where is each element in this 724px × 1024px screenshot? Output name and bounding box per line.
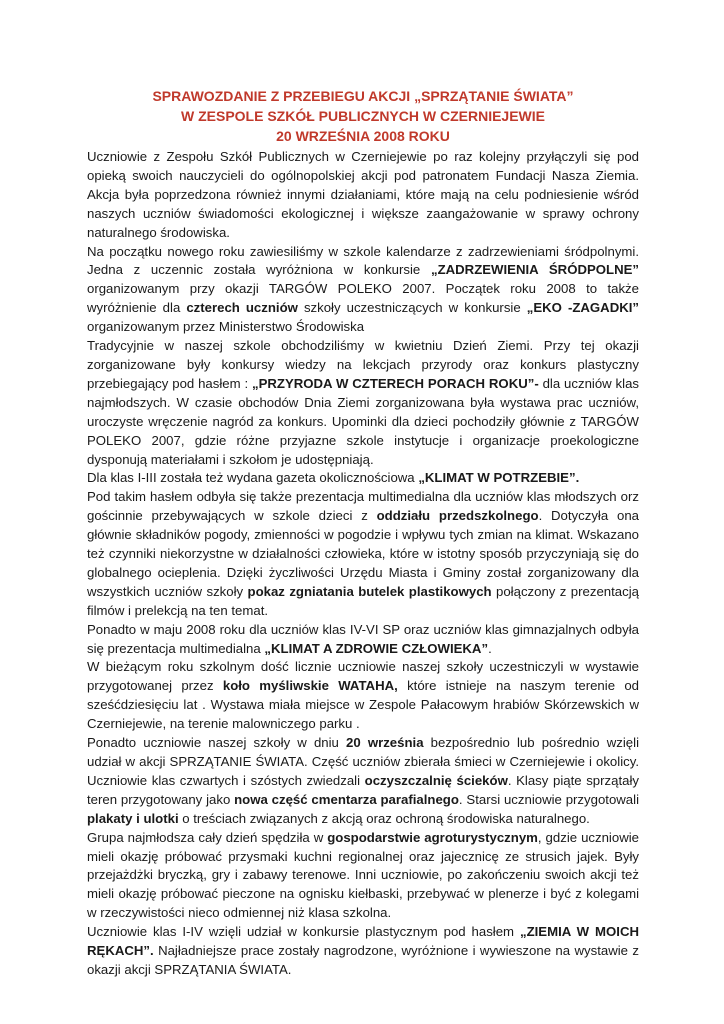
bold-text: „PRZYRODA W CZTERECH PORACH ROKU”- xyxy=(251,375,539,391)
paragraph xyxy=(87,829,639,924)
title-line-1: SPRAWOZDANIE Z PRZEBIEGU AKCJI „SPRZĄTANIE ŚWIATA” xyxy=(152,88,574,104)
text-run: Ponadto uczniowie naszej szkoły w dniu xyxy=(87,735,347,751)
paragraph xyxy=(87,469,639,488)
text-run: Uczniowie klas I-IV wzięli udział w konkursie plastycznym pod hasłem xyxy=(87,924,520,940)
text-run: . Starsi uczniowie przygotowali xyxy=(458,791,640,807)
title-line-2: W ZESPOLE SZKÓŁ PUBLICZNYCH W CZERNIEJEWIE xyxy=(180,108,545,124)
bold-text: oczyszczalnię ścieków xyxy=(364,772,508,788)
text-run: Grupa najmłodsza cały dzień spędziła w xyxy=(87,829,328,845)
text-run: . Klasy piąte sprzątały teren przygotowany jako xyxy=(87,772,639,807)
paragraph xyxy=(87,923,639,980)
report-body xyxy=(87,148,639,980)
bold-text: „ZIEMIA W MOICH RĘKACH”. xyxy=(87,924,639,959)
report-title xyxy=(87,86,639,146)
bold-text: pokaz zgniatania butelek plastikowych xyxy=(247,583,492,599)
text-run: W bieżącym roku szkolnym dość licznie uczniowie naszej szkoły uczestniczyli w wystawie przygotowanej przez xyxy=(87,659,639,694)
text-run: , gdzie uczniowie mieli okazję próbować przysmaki kuchni regionalnej oraz jajecznicę ze strusich jajek. Były przejażdżki bryczką, gry i zabawy terenowe. Inni uczniowie, po zakończeniu swoich akcji też mieli okazję próbować pieczone na ognisku kiełbaski, przebywać w plenerze i być z kolegami w rzeczywistości nieco odmiennej niż klasa szkolna. xyxy=(87,829,639,921)
text-run: organizowanym przez Ministerstwo Środowiska xyxy=(87,319,365,335)
text-run: Tradycyjnie w naszej szkole obchodziliśmy w kwietniu Dzień Ziemi. Przy tej okazji zorganizowane były konkursy wiedzy na lekcjach przyrody oraz konkurs plastyczny przebiegający pod hasłem : xyxy=(87,338,639,391)
bold-text: „ZADRZEWIENIA ŚRÓDPOLNE” xyxy=(430,262,639,278)
text-run: Na początku nowego roku zawiesiliśmy w szkole kalendarze z zadrzewieniami śródpolnymi. Jedna z uczennic została wyróżniona w konkursie xyxy=(87,243,639,278)
text-run: które istnieje na naszym terenie od sześćdziesięciu lat . Wystawa miała miejsce w Zespole Pałacowym hrabiów Skórzewskich w Czerniejewie, na terenie malowniczego parku . xyxy=(87,678,639,732)
text-run: Dla klas I-III została też wydana gazeta okolicznościowa xyxy=(87,470,419,486)
text-run: szkoły uczestniczących w konkursie xyxy=(297,300,527,316)
bold-text: „KLIMAT A ZDROWIE CZŁOWIEKA” xyxy=(264,640,489,656)
text-run: . Dotyczyła ona głównie składników pogody, zmienności w pogodzie i wpływu tych zmian na klimat. Wskazano też czynniki niekorzystne w działalności człowieka, które w istotny sposób przyczyniają się do globalnego ocieplenia. Dzięki życzliwości Urzędu Miasta i Gminy został zorganizowany dla wszystkich uczniów szkoły xyxy=(87,508,640,599)
bold-text: koło myśliwskie WATAHA, xyxy=(222,678,398,694)
bold-text: nowa część cmentarza parafialnego xyxy=(234,791,459,807)
paragraph xyxy=(87,621,639,659)
bold-text: czterech uczniów xyxy=(186,300,298,316)
text-run: dla uczniów klas najmłodszych. W czasie obchodów Dnia Ziemi zorganizowana była wystawa prac uczniów, uroczyste wręczenie nagród za konkurs. Upominki dla dzieci pochodziły głównie z TARGÓW POLEKO 2007, gdzie różne przyjazne szkole instytucje i organizacje proekologiczne dysponują materiałami i szkołom je udostępniają. xyxy=(87,375,639,467)
bold-text: 20 września xyxy=(346,735,424,751)
bold-text: gospodarstwie agroturystycznym xyxy=(327,829,538,845)
text-run: Pod takim hasłem odbyła się także prezentacja multimedialna dla uczniów klas młodszych orz gościnnie przebywających w szkole dzieci z xyxy=(87,489,639,524)
text-run: bezpośrednio lub pośrednio wzięli udział w akcji SPRZĄTANIE ŚWIATA. Część uczniów zbierała śmieci w Czerniejewie i okolicy. Uczniowie klas czwartych i szóstych zwiedzali xyxy=(87,735,639,788)
text-run: o treściach związanych z akcją oraz ochroną środowiska naturalnego. xyxy=(178,810,590,826)
text-run: . xyxy=(488,640,492,656)
text-run: Najładniejsze prace zostały nagrodzone, wyróżnione i wywieszone na wystawie z okazji akcji SPRZĄTANIA ŚWIATA. xyxy=(87,943,639,977)
paragraph xyxy=(87,488,639,620)
paragraph xyxy=(87,337,639,469)
text-run: Ponadto w maju 2008 roku dla uczniów klas IV-VI SP oraz uczniów klas gimnazjalnych odbyła się prezentacja multimedialna xyxy=(87,621,639,656)
text-run: organizowanym przy okazji TARGÓW POLEKO 2007. Początek roku 2008 to także wyróżnienie dla xyxy=(87,281,639,316)
bold-text: „KLIMAT W POTRZEBIE”. xyxy=(418,470,580,486)
bold-text: oddziału przedszkolnego xyxy=(376,508,539,524)
bold-text: plakaty i ulotki xyxy=(87,810,179,826)
text-run: połączony z prezentacją filmów i prelekcją na ten temat. xyxy=(87,583,639,618)
document-page xyxy=(87,86,639,980)
paragraph xyxy=(87,658,639,734)
paragraph xyxy=(87,734,639,829)
paragraph xyxy=(87,243,639,338)
text-run: Uczniowie z Zespołu Szkół Publicznych w Czerniejewie po raz kolejny przyłączyli się pod opieką swoich nauczycieli do ogólnopolskiej akcji pod patronatem Fundacji Nasza Ziemia. Akcja była poprzedzona również innymi działaniami, które mają na celu podniesienie wśród naszych uczniów świadomości ekologicznej i większe zaangażowanie w sprawy ochrony naturalnego środowiska. xyxy=(87,149,639,240)
bold-text: „EKO -ZAGADKI” xyxy=(526,300,640,316)
paragraph xyxy=(87,148,639,243)
title-line-3: 20 WRZEŚNIA 2008 ROKU xyxy=(276,128,450,144)
